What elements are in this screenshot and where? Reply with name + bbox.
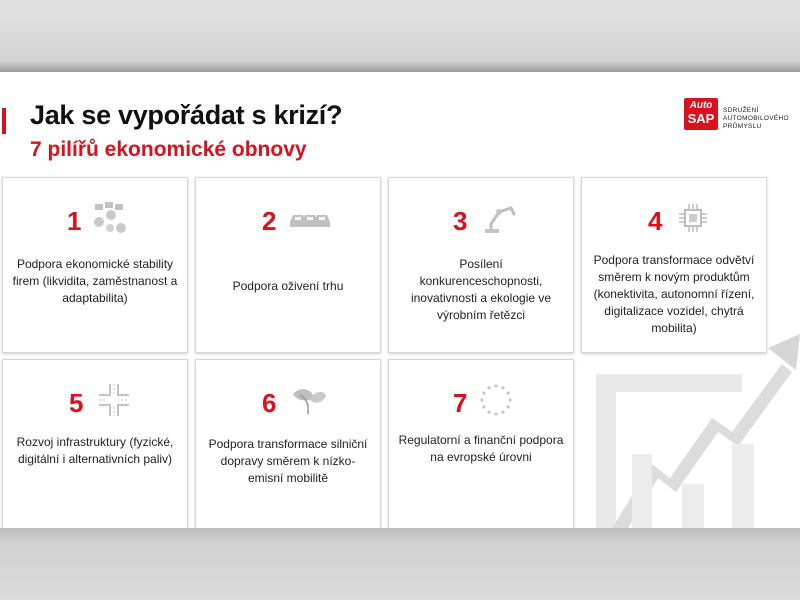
pillar-text: Podpora oživení trhu — [232, 279, 344, 293]
cars-icon — [288, 202, 332, 234]
coins-icon — [91, 202, 129, 234]
pillar-number: 2 — [262, 206, 277, 236]
autosap-logo-mark: Auto SAP — [684, 98, 718, 130]
pillar-card-7 — [388, 359, 574, 528]
slide — [0, 72, 800, 528]
autosap-logo — [684, 98, 794, 142]
pillar-number: 3 — [453, 206, 468, 236]
pillar-text: Podpora ekonomické stability firem (likvidita, zaměstnanost a adaptabilita) — [12, 257, 178, 305]
robot-arm-icon — [481, 202, 519, 234]
pillar-text: Podpora transformace silniční dopravy směrem k nízko-emisní mobilitě — [208, 437, 368, 485]
autosap-logo-text: SDRUŽENÍ AUTOMOBILOVÉHO PRŮMYSLU — [723, 107, 789, 130]
pillar-card-4 — [581, 177, 767, 353]
pillar-text: Regulatorní a finanční podpora na evropské úrovni — [398, 433, 564, 464]
leaves-icon — [290, 384, 328, 416]
bottom-letterbox — [0, 528, 800, 600]
road-junction-icon — [95, 384, 133, 416]
pillar-number: 4 — [648, 206, 663, 236]
growth-arrow-icon — [592, 334, 800, 528]
title-accent-bar — [2, 108, 6, 134]
page-title: Jak se vypořádat s krizí? — [30, 100, 343, 130]
pillar-text: Rozvoj infrastruktury (fyzické, digitální i alternativních paliv) — [16, 435, 174, 466]
chip-icon — [674, 202, 712, 234]
eu-stars-icon — [477, 384, 515, 416]
pillar-text: Podpora transformace odvětví směrem k novým produktům (konektivita, autonomní řízení, digitalizace vozidel, chytrá mobilita) — [593, 253, 755, 335]
pillar-number: 5 — [69, 388, 84, 418]
pillar-number: 1 — [67, 206, 82, 236]
pillar-card-2 — [195, 177, 381, 353]
pillar-number: 6 — [262, 388, 277, 418]
pillar-number: 7 — [453, 388, 468, 418]
top-letterbox — [0, 0, 800, 72]
page-subtitle: 7 pilířů ekonomické obnovy — [30, 138, 307, 161]
pillar-card-6 — [195, 359, 381, 528]
pillar-text: Posílení konkurenceschopnosti, inovativnosti a ekologie ve výrobním řetězci — [410, 257, 552, 322]
pillar-card-5 — [2, 359, 188, 528]
pillar-card-3 — [388, 177, 574, 353]
pillar-card-1 — [2, 177, 188, 353]
